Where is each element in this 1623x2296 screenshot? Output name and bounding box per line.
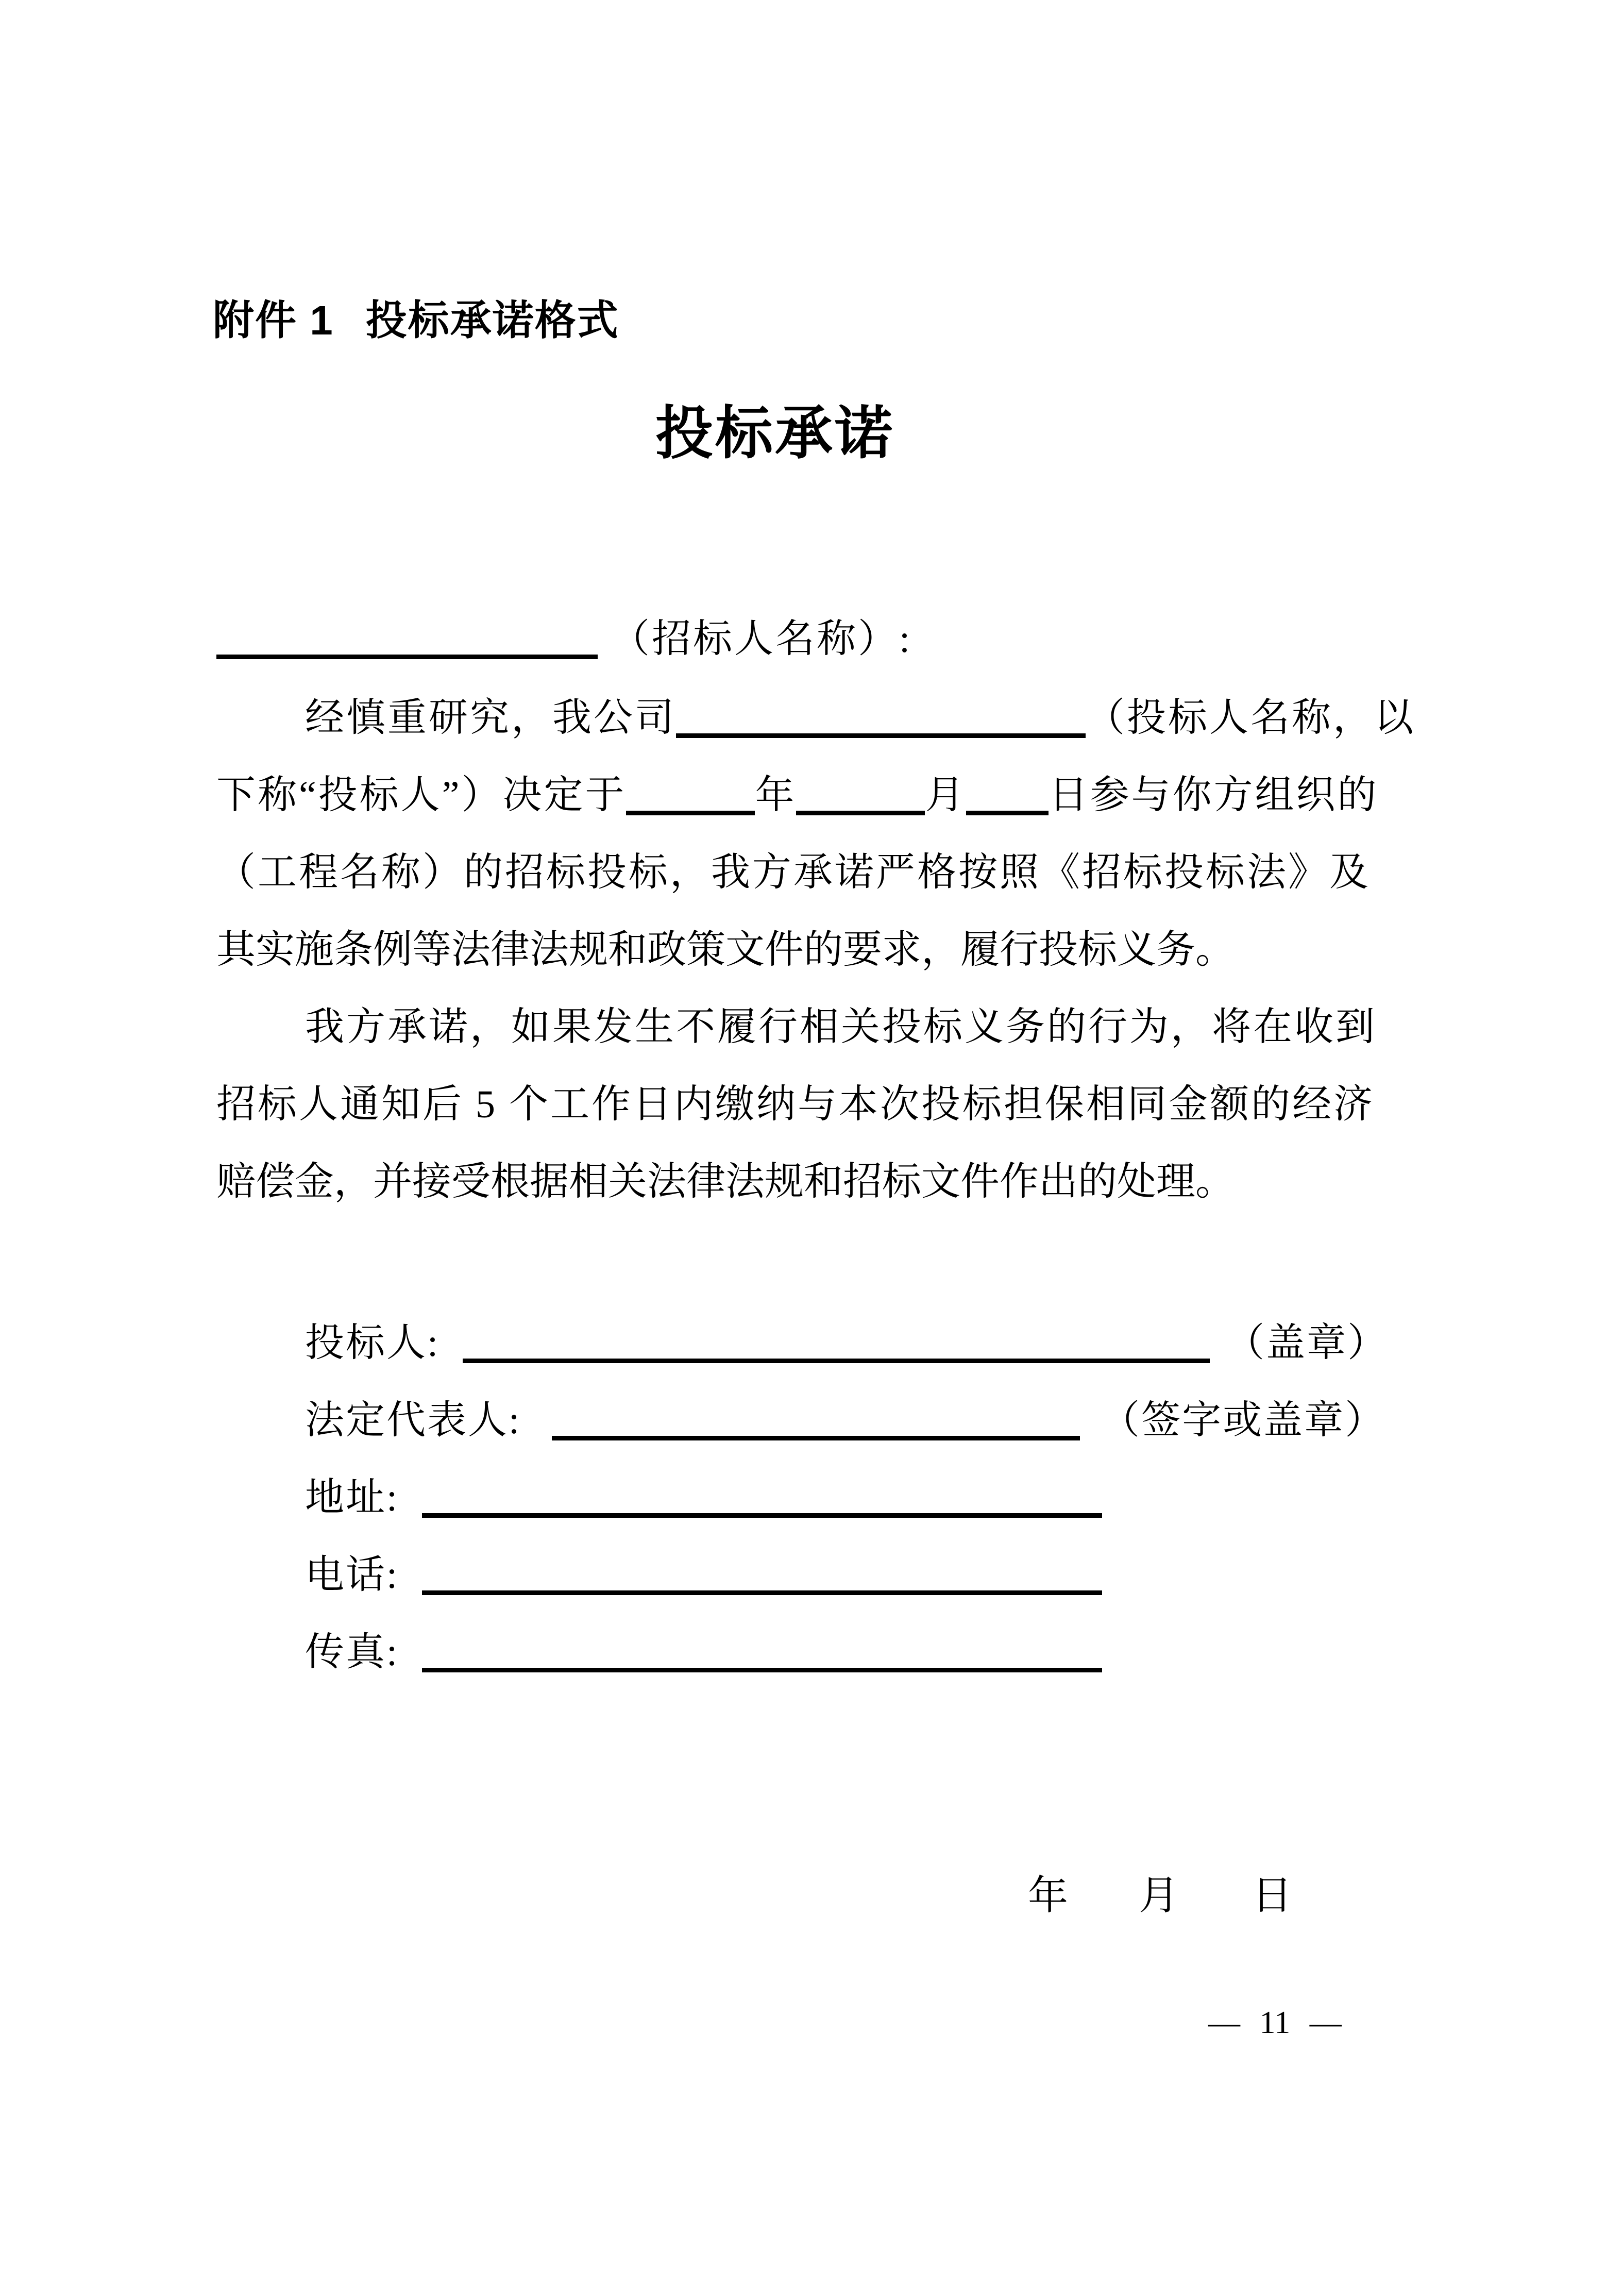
p1-line2-post: （投标人名称，以: [1086, 696, 1415, 740]
paragraph1-line5: 其实施条例等法律法规和政策文件的要求，履行投标义务。: [216, 928, 1235, 971]
bidder-name-blank: [676, 733, 1086, 738]
attachment-label: 附件 1: [213, 297, 334, 343]
legal-rep-seal-note: （签字或盖章）: [1101, 1399, 1386, 1442]
legal-rep-signature-row: [305, 1396, 1385, 1445]
date-line: [1028, 1871, 1292, 1920]
date-year-label: 年: [1028, 1873, 1069, 1918]
paragraph2-line7: 招标人通知后 5 个工作日内缴纳与本次投标担保相同金额的经济: [216, 1083, 1375, 1126]
address-label: 地址:: [305, 1476, 399, 1519]
paragraph2-line6: [216, 1002, 1377, 1052]
month-blank: [796, 811, 925, 815]
address-row: [305, 1473, 1102, 1522]
document-title: 投标承诺: [655, 402, 894, 466]
p1-line2-pre: 经慎重研究，我公司: [305, 696, 676, 740]
fax-blank: [422, 1668, 1102, 1672]
paragraph2-line8: 赔偿金，并接受根据相关法律法规和招标文件作出的处理。: [216, 1160, 1235, 1203]
address-blank: [422, 1513, 1102, 1518]
recipient-note: （招标人名称）:: [611, 617, 912, 661]
attachment-title: 投标承诺格式: [365, 297, 619, 343]
p1-line3-day-post: 日参与你方组织的: [1049, 774, 1379, 817]
p2-line6-text: 我方承诺，如果发生不履行相关投标义务的行为，将在收到: [305, 1005, 1377, 1049]
date-month-label: 月: [1139, 1873, 1179, 1918]
day-blank: [966, 811, 1049, 815]
paragraph1-line3: [216, 770, 1378, 820]
attachment-heading: [213, 295, 619, 346]
phone-label: 电话:: [305, 1553, 399, 1597]
bidder-signature-blank: [463, 1359, 1210, 1363]
recipient-name-blank: [216, 655, 598, 659]
paragraph1-line4: （工程名称）的招标投标，我方承诺严格按照《招标投标法》及: [216, 851, 1371, 894]
phone-row: [305, 1550, 1102, 1600]
phone-blank: [422, 1590, 1102, 1595]
month-label: 月: [925, 774, 967, 817]
p1-line3-pre: 下称“投标人”）决定于: [216, 774, 627, 817]
bidder-label: 投标人:: [305, 1321, 440, 1365]
legal-rep-signature-blank: [552, 1436, 1080, 1440]
year-label: 年: [755, 774, 797, 817]
salutation-line: [216, 614, 912, 664]
page-number: — 11 —: [1208, 2005, 1342, 2040]
fax-label: 传真:: [305, 1631, 399, 1674]
bidder-seal-note: （盖章）: [1225, 1321, 1389, 1365]
bidder-signature-row: [305, 1318, 1388, 1368]
paragraph1-line2: [216, 693, 1415, 743]
legal-rep-label: 法定代表人:: [305, 1399, 521, 1442]
year-blank: [626, 811, 755, 815]
fax-row: [305, 1628, 1102, 1677]
date-day-label: 日: [1252, 1873, 1293, 1918]
